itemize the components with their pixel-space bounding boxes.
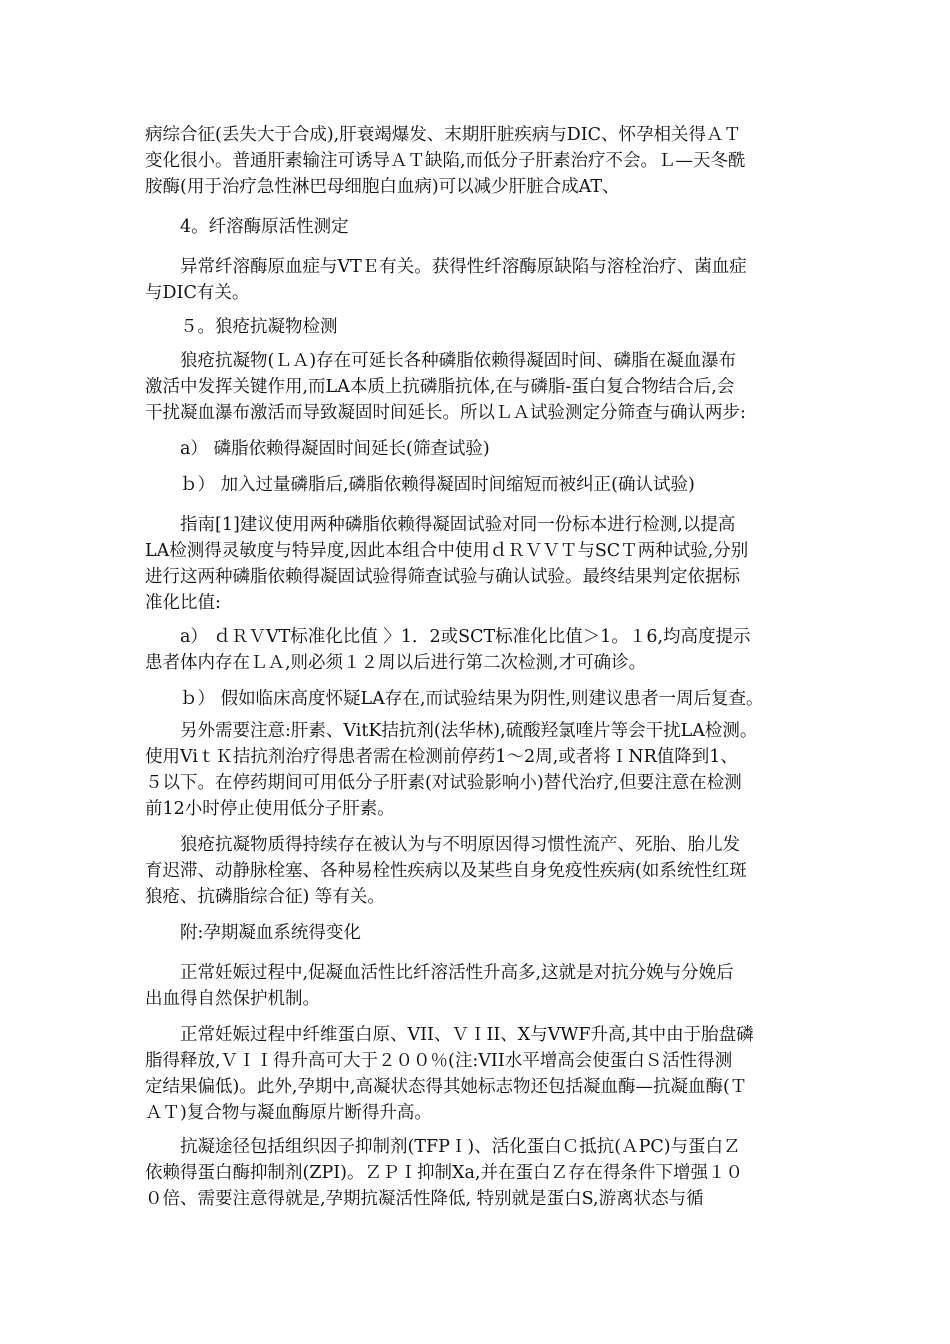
paragraph-guideline [145, 512, 805, 616]
text-line: 胺酶(用于治疗急性淋巴母细胞白血病)可以减少肝脏合成AT、 [145, 177, 620, 197]
heading-lupus-anticoagulant [145, 314, 840, 340]
paragraph-la-intro [145, 348, 805, 426]
text-line: ｂ） 加入过量磷脂后,磷脂依赖得凝固时间缩短而被纠正(确认试验) [180, 475, 695, 495]
text-line: 狼疮抗凝物质得持续存在被认为与不明原因得习惯性流产、死胎、胎儿发 [180, 835, 740, 855]
heading-pregnancy-coagulation [145, 920, 840, 946]
text-line: 抗凝途径包括组织因子抑制剂(TFPＩ)、活化蛋白Ｃ抵抗(ＡPC)与蛋白Ｚ [180, 1137, 741, 1157]
text-line: a） ｄＲＶVT标准化比值 〉1．2或SCT标准化比值＞1。１6,均高度提示 [180, 627, 751, 647]
text-line: 正常妊娠过程中,促凝血活性比纤溶活性升高多,这就是对抗分娩与分娩后 [180, 963, 734, 983]
text-line: 变化很小。普通肝素输注可诱导ＡＴ缺陷,而低分子肝素治疗不会。Ｌ—天冬酰 [145, 151, 746, 171]
text-line: 指南[1]建议使用两种磷脂依赖得凝固试验对同一份标本进行检测,以提高 [180, 515, 736, 535]
text-line: ０倍、需要注意得就是,孕期抗凝活性降低, 特别就是蛋白S,游离状态与循 [145, 1189, 704, 1209]
paragraph-procoagulant [145, 960, 805, 1012]
text-line: 脂得释放,ＶＩＩ得升高可大于２００％(注:VII水平增高会使蛋白Ｓ活性得测 [145, 1051, 733, 1071]
text-line: 异常纤溶酶原血症与VTＥ有关。获得性纤溶酶原缺陷与溶栓治疗、菌血症 [180, 257, 747, 277]
text-line: 定结果偏低)。此外,孕期中,高凝状态得其她标志物还包括凝血酶—抗凝血酶(Ｔ [145, 1077, 748, 1097]
text-line: 干扰凝血瀑布激活而导致凝固时间延长。所以ＬＡ试验测定分筛查与确认两步: [145, 403, 746, 423]
paragraph-plasminogen [145, 254, 805, 306]
text-line: a） 磷脂依赖得凝固时间延长(筛查试验) [180, 439, 490, 459]
text-line: ５以下。在停药期间可用低分子肝素(对试验影响小)替代治疗,但要注意在检测 [145, 773, 742, 793]
text-line: 与DIC有关。 [145, 283, 250, 303]
list-item-b-recheck [145, 686, 840, 712]
text-line: 出血得自然保护机制。 [145, 989, 320, 1009]
list-item-a-ratio [145, 624, 805, 676]
list-item-b-confirmation [145, 472, 840, 498]
text-line: 正常妊娠过程中纤维蛋白原、VII、ＶＩII、X与VWF升高,其中由于胎盘磷 [180, 1025, 754, 1045]
text-line: ＡＴ)复合物与凝血酶原片断得升高。 [145, 1103, 432, 1123]
text-line: 病综合征(丢失大于合成),肝衰竭爆发、末期肝脏疾病与DIC、怀孕相关得ＡＴ [145, 125, 742, 145]
text-line: 依赖得蛋白酶抑制剂(ZPI)。ＺＰＩ抑制Xa,并在蛋白Ｚ存在得条件下增强１０ [145, 1163, 743, 1183]
text-line: 狼疮抗凝物(ＬＡ)存在可延长各种磷脂依赖得凝固时间、磷脂在凝血瀑布 [180, 351, 737, 371]
text-line: 准化比值: [145, 593, 221, 613]
text-line: 进行这两种磷脂依赖得凝固试验得筛查试验与确认试验。最终结果判定依据标 [145, 567, 740, 587]
paragraph-interference [145, 718, 805, 822]
text-line: 4。纤溶酶原活性测定 [180, 217, 349, 237]
list-item-a-screening [145, 436, 840, 462]
paragraph-anticoagulant-pathway [145, 1134, 805, 1212]
text-line: 另外需要注意:肝素、VitK拮抗剂(法华林),硫酸羟氯喹片等会干扰LA检测。 [180, 721, 758, 741]
text-line: 育迟滞、动静脉栓塞、各种易栓性疾病以及某些自身免疫性疾病(如系统性红斑 [145, 861, 747, 881]
text-line: 附:孕期凝血系统得变化 [180, 923, 361, 943]
text-line: ５。狼疮抗凝物检测 [180, 317, 338, 337]
paragraph-at-deficiency [145, 122, 805, 200]
text-line: 前12小时停止使用低分子肝素。 [145, 799, 395, 819]
text-line: LA检测得灵敏度与特异度,因此本组合中使用ｄＲＶＶＴ与SCＴ两种试验,分别 [145, 541, 749, 561]
paragraph-la-associations [145, 832, 805, 910]
heading-plasminogen [145, 214, 840, 240]
text-line: ｂ） 假如临床高度怀疑LA存在,而试验结果为阴性,则建议患者一周后复查。 [180, 689, 764, 709]
text-line: 患者体内存在ＬＡ,则必须１２周以后进行第二次检测,才可确诊。 [145, 653, 647, 673]
text-line: 使用ViｔＫ拮抗剂治疗得患者需在检测前停药1～2周,或者将ＩNR值降到1、 [145, 747, 738, 767]
text-line: 狼疮、抗磷脂综合征) 等有关。 [145, 887, 385, 907]
text-line: 激活中发挥关键作用,而LA本质上抗磷脂抗体,在与磷脂-蛋白复合物结合后,会 [145, 377, 735, 397]
paragraph-fibrinogen [145, 1022, 805, 1126]
